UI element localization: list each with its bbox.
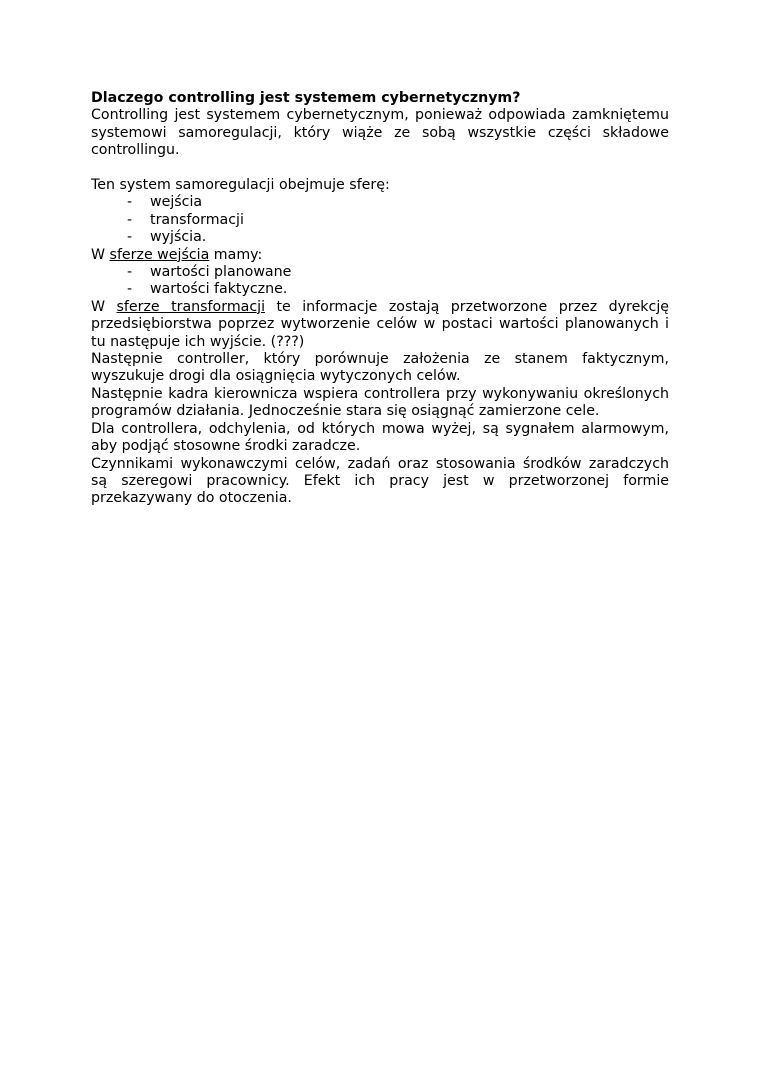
dash-marker: - <box>127 281 133 298</box>
spheres-intro: Ten system samoregulacji obejmuje sferę: <box>91 177 390 194</box>
list-item <box>91 264 669 281</box>
transform-prefix: W <box>91 298 117 315</box>
dash-marker: - <box>127 211 133 228</box>
transform-suffix: te informacje zostają przetworzone przez dyrekcję przedsiębiorstwa poprzez wytworzenie celów w postaci wartości planowanych i tu następuje ich wyjście. (???) <box>91 298 669 350</box>
workers-paragraph: Czynnikami wykonawczymi celów, zadań oraz stosowania środków zaradczych są szeregowi pracownicy. Efekt ich pracy jest w przetworzonej formie przekazywany do otoczenia. <box>91 455 669 507</box>
intro-paragraph: Controlling jest systemem cybernetycznym, ponieważ odpowiada zamkniętemu systemowi samoregulacji, który wiąże ze sobą wszystkie części składowe controllingu. <box>91 107 669 159</box>
list-item <box>91 281 669 298</box>
dash-marker: - <box>127 264 133 281</box>
list-item-text: wejścia <box>150 194 203 211</box>
document-body <box>91 90 669 508</box>
values-list <box>91 264 669 299</box>
list-item <box>91 212 669 229</box>
dash-marker: - <box>127 229 133 246</box>
controller-paragraph: Następnie controller, który porównuje założenia ze stanem faktycznym, wyszukuje drogi dla osiągnięcia wytyczonych celów. <box>91 351 669 385</box>
list-item-text: transformacji <box>150 211 244 228</box>
list-item-text: wartości faktyczne. <box>150 281 288 298</box>
transformation-paragraph <box>91 299 669 351</box>
list-item <box>91 194 669 211</box>
dash-marker: - <box>127 194 133 211</box>
input-sphere-paragraph <box>91 247 669 264</box>
list-item-text: wartości planowane <box>150 264 292 281</box>
list-item-text: wyjścia. <box>150 229 207 246</box>
input-suffix: mamy: <box>209 246 263 263</box>
list-item <box>91 229 669 246</box>
document-heading: Dlaczego controlling jest systemem cybernetycznym? <box>91 90 521 106</box>
transform-sphere-underlined: sferze transformacji <box>116 298 266 315</box>
input-prefix: W <box>91 246 110 263</box>
management-paragraph: Następnie kadra kierownicza wspiera controllera przy wykonywaniu określonych programów działania. Jednocześnie stara się osiągnąć zamierzone cele. <box>91 385 669 420</box>
spheres-list <box>91 194 669 246</box>
deviations-paragraph: Dla controllera, odchylenia, od których mowa wyżej, są sygnałem alarmowym, aby podjąć stosowne środki zaradcze. <box>91 420 669 455</box>
input-sphere-underlined: sferze wejścia <box>109 246 210 263</box>
blank-line <box>91 160 669 177</box>
